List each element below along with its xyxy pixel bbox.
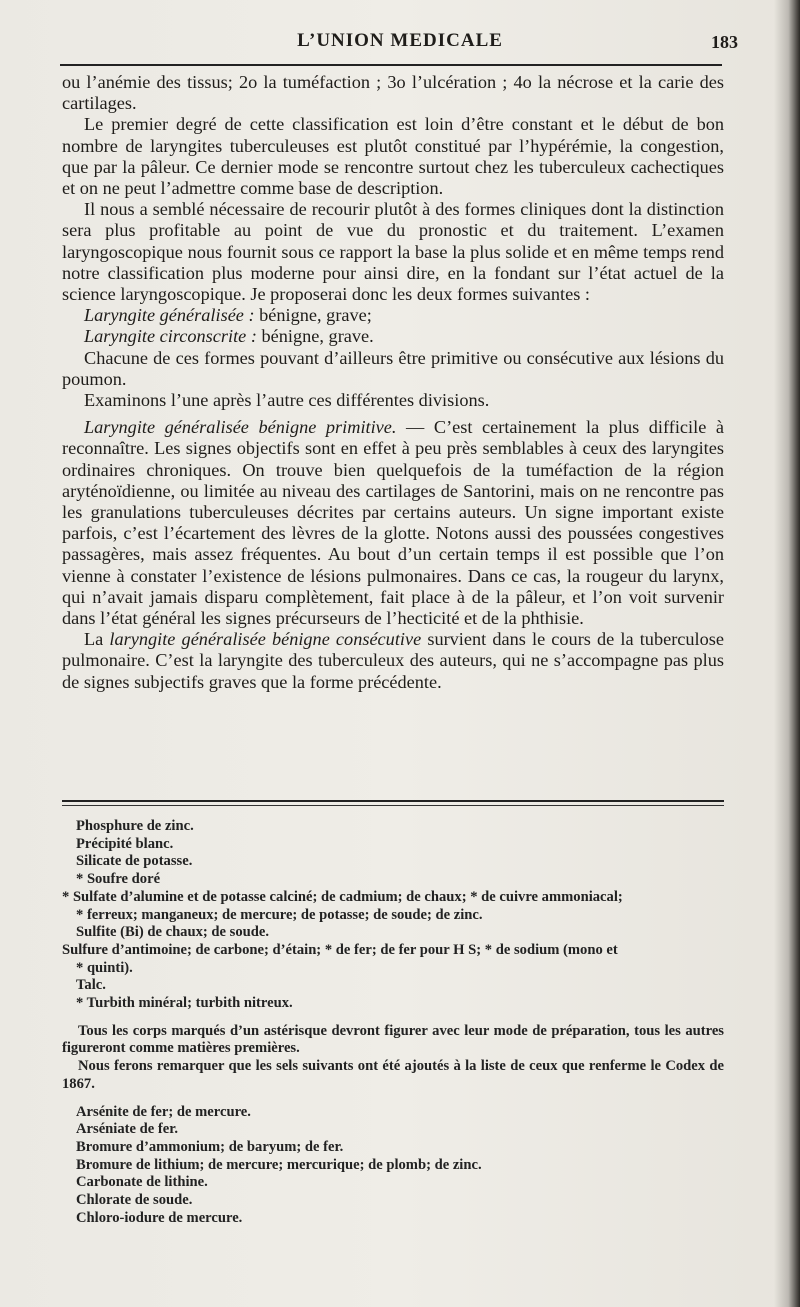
paragraph-7-start: La [84, 629, 110, 650]
paragraph-1: ou l’anémie des tissus; 2o la tuméfaction ; 3o l’ulcération ; 4o la nécrose et la carie des cartilages. [62, 72, 724, 114]
form-circonscrite-label: Laryngite circonscrite : [84, 326, 257, 347]
paragraph-7-heading: laryngite généralisée bénigne consécutive [109, 629, 422, 650]
paragraph-2: Le premier degré de cette classification est loin d’être constant et le début de bon nombre de laryngites tuberculeuses est plutôt constitué par l’hypérémie, la congestion, que par la pâleur. Ce dernier mode se rencontre surtout chez les tuberculeux cachectiques et on ne peut l’admettre comme base de description. [62, 114, 724, 199]
paragraph-6 [62, 417, 724, 629]
list-item-sulfure [62, 942, 724, 977]
list-item: * Soufre doré [76, 871, 161, 888]
header-rule [60, 64, 722, 66]
form-generalisee [62, 305, 724, 326]
running-title: L’UNION MEDICALE [297, 30, 503, 51]
list-item: Précipité blanc. [76, 835, 174, 852]
list-item: Chlorate de soude. [76, 1192, 193, 1209]
list-item: Phosphure de zinc. [76, 818, 194, 834]
list-item: Sulfite (Bi) de chaux; de soude. [76, 924, 269, 941]
list-item: Bromure d’ammonium; de baryum; de fer. [76, 1138, 344, 1155]
form-generalisee-text: bénigne, grave; [254, 305, 372, 326]
list-item-sulfate [62, 889, 724, 924]
note-paragraph-asterisk: Tous les corps marqués d’un astérisque devront figurer avec leur mode de préparation, tous les autres figureront comme matières premières. [62, 1022, 724, 1057]
page-number: 183 [711, 32, 738, 52]
list-item: Silicate de potasse. [76, 853, 193, 870]
paragraph-5: Examinons l’une après l’autre ces différentes divisions. [84, 390, 490, 411]
added-salts-list [62, 1104, 724, 1228]
footnote-block [62, 818, 724, 1227]
list-item: Arséniate de fer. [76, 1121, 178, 1138]
list-item: Chloro-iodure de mercure. [76, 1209, 243, 1226]
sulfate-line-1: * Sulfate d’alumine et de potasse calciné; de cadmium; de chaux; * de cuivre ammoniacal; [62, 888, 623, 905]
paragraph-6-heading: Laryngite généralisée bénigne primitive. [84, 417, 397, 438]
list-item: Talc. [76, 977, 106, 994]
note-paragraph-codex: Nous ferons remarquer que les sels suivants ont été ajoutés à la liste de ceux que renferme le Codex de 1867. [62, 1058, 724, 1092]
sulfure-line-1: Sulfure d’antimoine; de carbone; d’étain; * de fer; de fer pour H S; * de sodium (mono et [62, 941, 618, 958]
sulfate-line-2: * ferreux; manganeux; de mercure; de potasse; de soude; de zinc. [76, 906, 483, 923]
list-item: Arsénite de fer; de mercure. [76, 1103, 251, 1120]
list-item: Bromure de lithium; de mercure; mercurique; de plomb; de zinc. [76, 1156, 482, 1173]
footnote-rule [62, 800, 724, 806]
paragraph-6-text: — C’est certainement la plus difficile à reconnaître. Les signes objectifs sont en effet à peu près semblables à ceux des laryngites ordinaires chroniques. On trouve bien quelquefois de la tuméfaction de la région aryténoïdienne, ou limitée au niveau des cartilages de Santorini, mais on ne rencontre pas les granulations tuberculeuses décrites par certains auteurs. Un signe important existe parfois, c’est l’écartement des lèvres de la glotte. Notons aussi des poussées congestives passagères, mais assez fréquentes. Au bout d’un certain temps il est possible que l’on vienne à constater l’existence de lésions pulmonaires. Dans ce cas, la rougeur du larynx, qui n’avait jamais disparu complètement, fait place à de la pâleur, et l’on voit survenir dans l’état général les signes précurseurs de l’hecticité et de la phthisie. [62, 417, 724, 629]
list-item: Carbonate de lithine. [76, 1174, 208, 1191]
form-circonscrite-text: bénigne, grave. [256, 326, 374, 347]
page-header [62, 26, 738, 56]
list-item: * Turbith minéral; turbith nitreux. [76, 995, 293, 1012]
paragraph-7 [62, 629, 724, 693]
page-edge-shadow [774, 0, 800, 1307]
form-circonscrite [62, 326, 724, 347]
main-text [62, 72, 724, 693]
paragraph-3: Il nous a semblé nécessaire de recourir plutôt à des formes cliniques dont la distinction sera plus profitable au point de vue du pronostic et du traitement. L’examen laryngoscopique nous fournit sous ce rapport la base la plus solide et en même temps rend notre classification plus moderne pour ainsi dire, en la fondant sur l’état actuel de la science laryngoscopique. Je proposerai donc les deux formes suivantes : [62, 199, 724, 305]
form-generalisee-label: Laryngite généralisée : [84, 305, 255, 326]
sulfure-line-2: * quinti). [76, 959, 133, 976]
paragraph-7-text: survient dans le cours de la tuberculose pulmonaire. C’est la laryngite des tuberculeux des auteurs, qui ne s’accompagne pas plus de signes subjectifs graves que la forme précédente. [62, 629, 724, 692]
paragraph-4: Chacune de ces formes pouvant d’ailleurs être primitive ou consécutive aux lésions du poumon. [62, 347, 724, 389]
